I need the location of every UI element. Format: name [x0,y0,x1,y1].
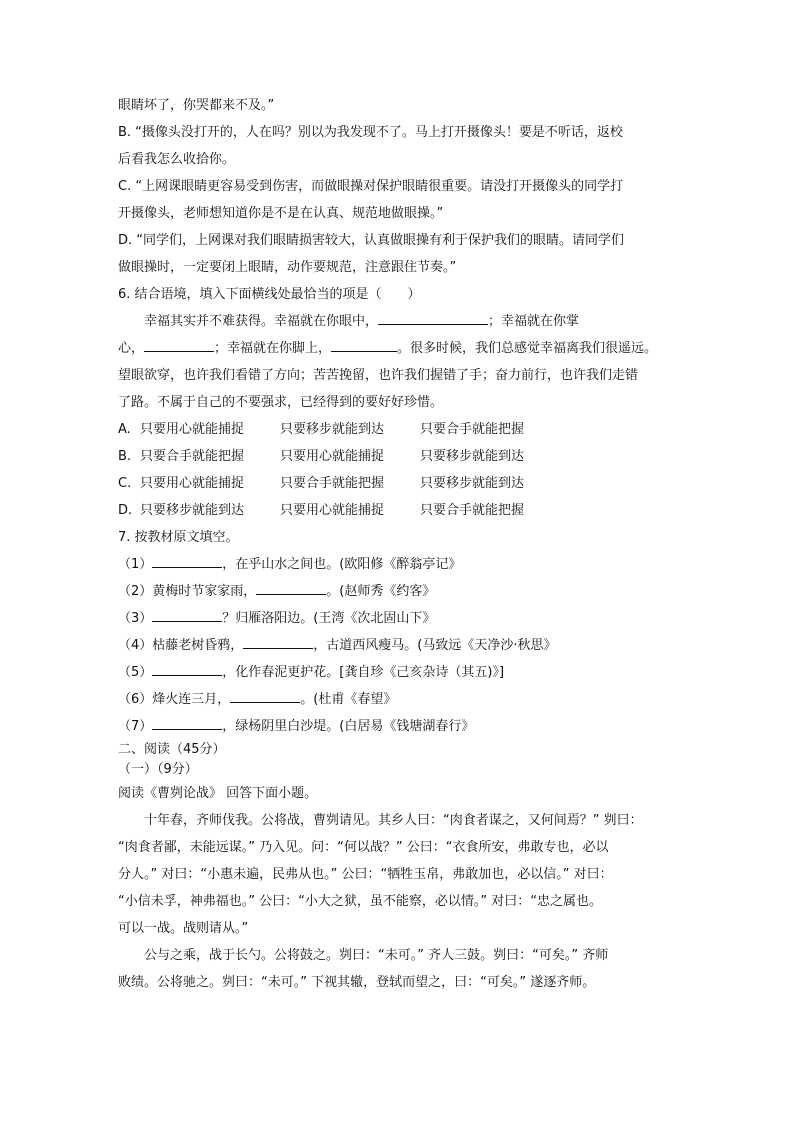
q6-option-c[interactable]: C. 只要用心就能捕捉 只要合手就能把握 只要移步就能到达 [118,476,525,491]
q5-option-d: D. “同学们，上网课对我们眼睛损害较大，认真做眼操有利于保护我们的眼睛。请同学们 [118,233,625,248]
q5-option-d-cont: 做眼操时，一定要闭上眼睛，动作要规范，注意跟住节奏。” [118,260,457,275]
q7-item-1: （1） ，在乎山水之间也。(欧阳修《醉翁亭记》 [118,551,680,578]
q7-item-6: （6）烽火连三月， 。(杜甫《春望》 [118,686,680,713]
q7-blank-3[interactable] [152,607,222,622]
q7-blank-4[interactable] [243,634,313,649]
reading-subsection-heading: （一）（9分） [118,762,198,777]
q7-blank-7[interactable] [152,715,222,730]
q7-blank-1[interactable] [152,553,222,568]
q5-option-c-cont: 开摄像头，老师想知道你是不是在认真、规范地做眼操。” [118,206,444,221]
q6-option-a[interactable]: A. 只要用心就能捕捉 只要移步就能到达 只要合手就能把握 [118,422,525,437]
q7-blank-6[interactable] [230,688,300,703]
q7-item-5: （5） ，化作春泥更护花。[龚自珍《己亥杂诗（其五)》] [118,659,680,686]
q5-option-b: B. “摄像头没打开的，人在吗？别以为我发现不了。马上打开摄像头！要是不听话，返校 [118,125,623,140]
document-page [118,92,680,996]
q6-passage-line-2: 心， ；幸福就在你脚上， 。很多时候，我们总感觉幸福离我们很遥远。 [118,335,680,362]
q7-blank-2[interactable] [256,580,326,595]
q6-option-b[interactable]: B. 只要合手就能把握 只要用心就能捕捉 只要移步就能到达 [118,449,525,464]
passage-p1-line-3: 分人。” 对曰：“小惠未遍，民弗从也。” 公曰：“牺牲玉帛，弗敢加也，必以信。” 对曰： [118,867,613,882]
q7-item-3: （3） ？归雁洛阳边。(王湾《次北固山下》 [118,605,680,632]
blank-1[interactable] [378,310,488,325]
q6-passage-line-3: 望眼欲穿，也许我们看错了方向；苦苦挽留，也许我们握错了手；奋力前行，也许我们走错 [118,368,639,383]
passage-p1-line-4: “小信未孚，神弗福也。” 公曰：“小大之狱，虽不能察，必以情。” 对曰：“忠之属也。 [118,894,602,909]
blank-3[interactable] [331,337,397,352]
q5-option-b-cont: 后看我怎么收拾你。 [118,152,236,167]
q7-item-2: （2）黄梅时节家家雨， 。(赵师秀《约客》 [118,578,680,605]
q6-option-d[interactable]: D. 只要移步就能到达 只要用心就能捕捉 只要合手就能把握 [118,503,525,518]
q7-title: 7. 按教材原文填空。 [118,530,239,545]
passage-p1-line-1: 十年春，齐师伐我。公将战，曹刿请见。其乡人曰：“肉食者谋之，又何间焉？” 刿曰： [144,813,643,828]
passage-p1-line-2: “肉食者鄙，未能远谋。” 乃入见。问：“何以战？” 公曰：“衣食所安，弗敢专也，必以 [118,840,609,855]
q7-blank-5[interactable] [152,661,222,676]
passage-p2-line-2: 败绩。公将驰之。刿曰：“未可。” 下视其辙，登轼而望之，曰：“可矣。” 遂逐齐师。 [118,975,596,990]
q7-item-7: （7） ，绿杨阴里白沙堤。(白居易《钱塘湖春行》 [118,713,680,740]
q6-passage-line-1: 幸福其实并不难获得。幸福就在你眼中， ；幸福就在你掌 [118,308,680,335]
reading-intro: 阅读《曹刿论战》 回答下面小题。 [118,786,318,801]
q5-option-a-end: 眼睛坏了，你哭都来不及。” [118,98,275,113]
q6-passage-line-4: 了路。不属于自己的不要强求，已经得到的要好好珍惜。 [118,395,444,410]
passage-p1-line-5: 可以一战。战则请从。” [118,921,249,936]
q5-option-c: C. “上网课眼睛更容易受到伤害，而做眼操对保护眼睛很重要。请没打开摄像头的同学打 [118,179,624,194]
q7-item-4: （4）枯藤老树昏鸦， ，古道西风瘦马。(马致远《天净沙·秋思》 [118,632,680,659]
blank-2[interactable] [144,337,214,352]
reading-section-heading: 二、阅读（45分） [118,742,226,757]
passage-p2-line-1: 公与之乘，战于长勺。公将鼓之。刿曰：“未可。” 齐人三鼓。刿曰：“可矣。” 齐师 [144,948,609,963]
q6-title: 6. 结合语境，填入下面横线处最恰当的项是（ ） [118,287,421,302]
